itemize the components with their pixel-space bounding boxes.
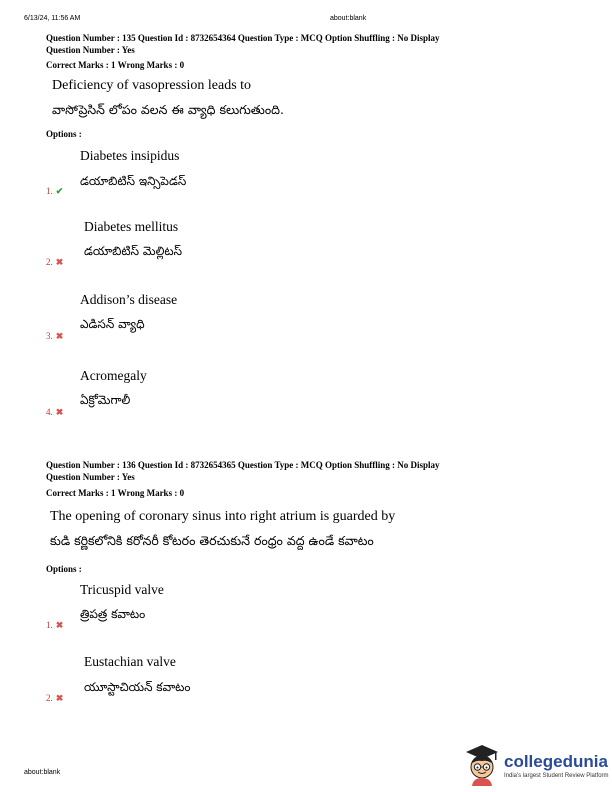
option-number <box>46 257 63 268</box>
option-number <box>46 620 63 631</box>
option-number-label: 4. <box>46 407 53 417</box>
option-number-label: 1. <box>46 620 53 630</box>
check-icon: ✔ <box>55 186 64 196</box>
option-number-label: 2. <box>46 257 53 267</box>
question-meta-line: Question Number : 135 Question Id : 8732654364 Question Type : MCQ Option Shuffling : No Display <box>46 33 440 43</box>
options-label: Options : <box>46 129 82 139</box>
option-text-en: Addison’s disease <box>80 292 178 307</box>
option-text-en: Tricuspid valve <box>80 582 164 597</box>
brand-logo <box>462 742 610 788</box>
option-text-te: డయాబిటిస్ ఇన్సిపెడస్ <box>80 174 187 188</box>
option-text-te: యూస్టాచియన్ కవాటం <box>84 680 191 694</box>
cross-icon: ✖ <box>55 620 64 630</box>
cross-icon: ✖ <box>55 257 64 267</box>
print-footer-url: about:blank <box>24 769 61 776</box>
option-number-label: 2. <box>46 693 53 703</box>
option-number <box>46 331 63 342</box>
cross-icon: ✖ <box>55 693 64 703</box>
question-meta-line-2: Question Number : Yes <box>46 472 135 482</box>
question-text-en: Deficiency of vasopression leads to <box>52 78 252 93</box>
question-text-te: కుడి కర్ణికలోనికి కరోనరీ కోటరం తెరచుకునే రంధ్రం వద్ద ఉండే కవాటం <box>50 533 374 548</box>
print-datetime: 6/13/24, 11:56 AM <box>24 15 81 22</box>
option-text-en: Diabetes mellitus <box>84 219 179 234</box>
cross-icon: ✖ <box>55 331 64 341</box>
question-text-te: వాసోప్రెసిన్ లోపం వలన ఈ వ్యాధి కలుగుతుంది. <box>52 102 284 117</box>
option-text-te: డయాబిటిస్ మెల్లిటస్ <box>84 244 183 258</box>
option-number <box>46 407 63 418</box>
option-number-label: 1. <box>46 186 53 196</box>
question-marks: Correct Marks : 1 Wrong Marks : 0 <box>46 488 185 498</box>
question-meta-line: Question Number : 136 Question Id : 8732654365 Question Type : MCQ Option Shuffling : No Display <box>46 460 440 470</box>
option-text-en: Eustachian valve <box>84 654 176 669</box>
brand-name: collegedunia <box>504 752 608 771</box>
option-number <box>46 186 63 197</box>
cross-icon: ✖ <box>55 407 64 417</box>
brand-tagline: India's largest Student Review Platform <box>504 773 609 779</box>
option-number-label: 3. <box>46 331 53 341</box>
option-text-en: Diabetes insipidus <box>80 148 180 163</box>
option-text-te: ఎడిసన్ వ్యాధి <box>80 317 145 331</box>
option-text-te: ఏక్రోమెగాలీ <box>80 393 131 407</box>
question-text-en: The opening of coronary sinus into right atrium is guarded by <box>50 509 396 524</box>
options-label: Options : <box>46 564 82 574</box>
option-number <box>46 693 63 704</box>
option-text-te: త్రిపత్ర కవాటం <box>80 607 146 621</box>
print-title: about:blank <box>330 15 367 22</box>
option-text-en: Acromegaly <box>80 368 147 383</box>
question-meta-line-2: Question Number : Yes <box>46 45 135 55</box>
question-marks: Correct Marks : 1 Wrong Marks : 0 <box>46 60 185 70</box>
mascot-icon <box>462 742 502 786</box>
